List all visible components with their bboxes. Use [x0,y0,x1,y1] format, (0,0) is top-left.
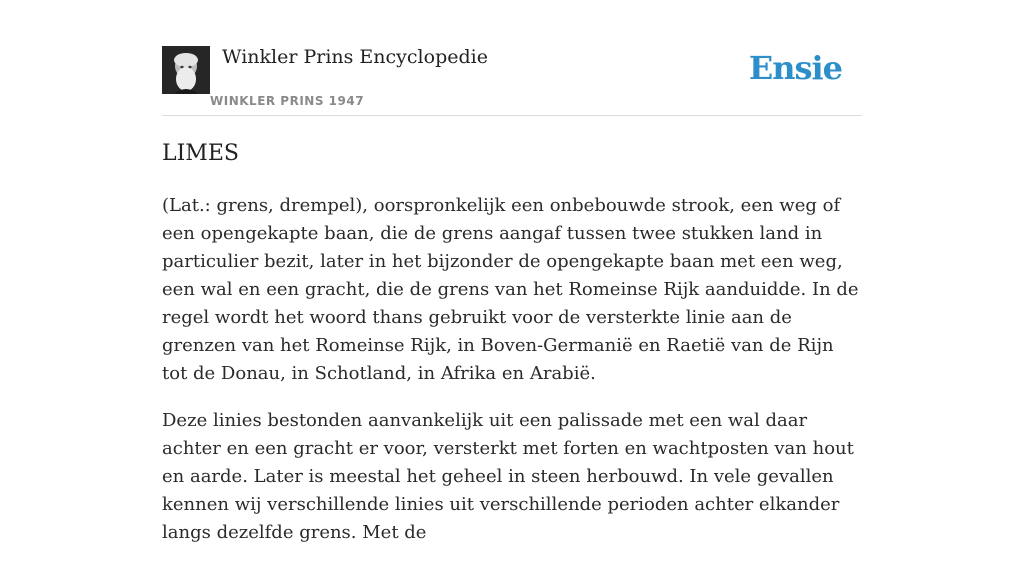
article-body [162,192,864,566]
article-paragraph: Deze linies bestonden aanvankelijk uit een palissade met een wal daar achter en een gracht er voor, versterkt met forten en wachtposten van hout en aarde. Later is meestal het geheel in steen herbouwd. In vele gevallen kennen wij verschillende linies uit verschillende perioden achter elkander langs dezelfde grens. Met de [162,410,854,543]
brand-logo[interactable]: Ensie [748,49,842,87]
article-title: LIMES [162,141,239,166]
source-edition-link[interactable]: WINKLER PRINS 1947 [210,94,365,108]
portrait-avatar-icon[interactable] [162,46,210,94]
article-paragraph: (Lat.: grens, drempel), oorspronkelijk een onbebouwde strook, een weg of een opengekapte baan, die de grens aangaf tussen twee stukken land in particulier bezit, later in het bijzonder de opengekapte baan met een weg, een wal en een gracht, die de grens van het Romeinse Rijk aanduidde. In de regel wordt het woord thans gebruikt voor de versterkte linie aan de grenzen van het Romeinse Rijk, in Boven-Germanië en Raetië van de Rijn tot de Donau, in Schotland, in Afrika en Arabië. [162,195,859,384]
source-header [162,40,862,116]
source-title-link[interactable]: Winkler Prins Encyclopedie [222,46,488,68]
